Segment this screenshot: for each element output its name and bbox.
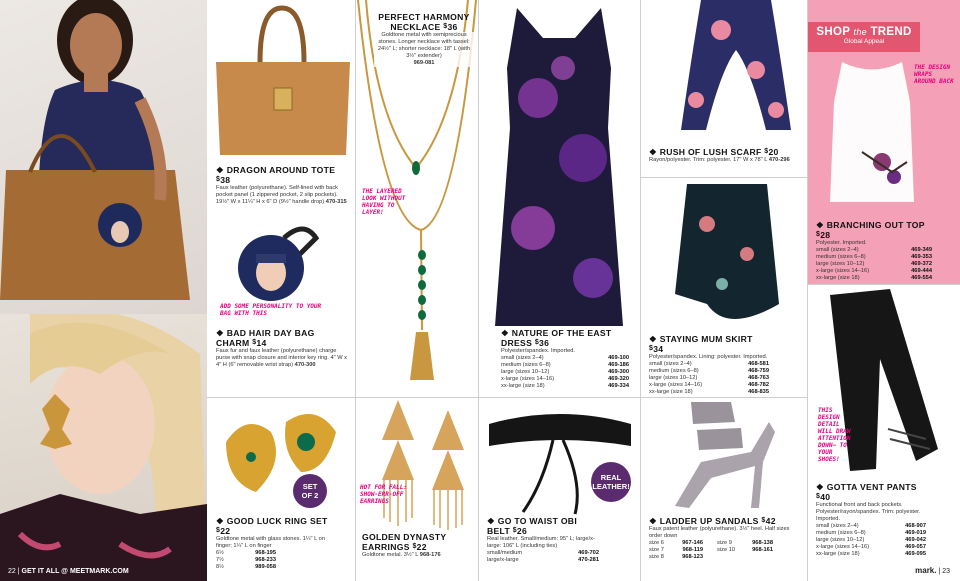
necklace-note: THE LAYERED LOOK WITHOUT HAVING TO LAYER! (362, 188, 406, 216)
size-code: 968-138 (752, 540, 773, 546)
size-label: small (sizes 2–4) (816, 247, 859, 253)
size-row (487, 550, 599, 557)
tote-description (216, 185, 352, 206)
size-code: 470-281 (578, 557, 599, 563)
necklace-description (374, 32, 474, 67)
top-description: Polyester. Imported. (816, 240, 867, 246)
trend-shop: SHOP (816, 26, 851, 38)
size-code: 468-759 (748, 368, 769, 374)
size-row (649, 382, 769, 389)
ring-product (208, 398, 355, 581)
size-label: xx-large (size 18) (816, 275, 860, 281)
belt-name: ❖ GO TO WAIST OBI BELT $26 (487, 516, 578, 536)
belt-product (479, 398, 640, 581)
size-code: 469-334 (608, 383, 629, 389)
dress-image (483, 8, 635, 326)
size-code: 968-233 (255, 557, 276, 563)
size-row (216, 550, 276, 557)
size-label: xx-large (size 18) (649, 389, 693, 395)
size-row (649, 361, 769, 368)
size-label: small (sizes 2–4) (816, 523, 859, 529)
set-badge: SET OF 2 (293, 474, 327, 508)
size-row (816, 261, 932, 268)
skirt-product (641, 178, 807, 397)
size-code: 469-095 (905, 551, 926, 557)
size-label: small/medium (487, 550, 523, 556)
earrings-name-text: GOLDEN DYNASTY EARRINGS (362, 532, 447, 552)
scarf-name-text: RUSH OF LUSH SCARF (659, 147, 762, 157)
footer-right: mark. | 23 (915, 566, 950, 575)
skirt-name: ❖ STAYING MUM SKIRT $34 (649, 334, 753, 354)
size-label: size 6 (649, 540, 664, 546)
size-row (816, 551, 926, 558)
trend-panel (808, 0, 960, 284)
size-label: small (sizes 2–4) (501, 355, 544, 361)
size-code: 468-835 (748, 389, 769, 395)
size-code: 968-119 (682, 547, 703, 553)
top-price: 28 (820, 230, 831, 240)
size-row (816, 275, 932, 282)
size-label: size 9 (717, 540, 732, 546)
trend-the: the (853, 27, 867, 37)
sandals-size-columns (649, 540, 799, 561)
size-code: 968-123 (682, 554, 703, 560)
size-label: 7½ (216, 557, 224, 563)
size-row (816, 268, 932, 275)
skirt-name-text: STAYING MUM SKIRT (659, 334, 753, 344)
scarf-description (649, 157, 799, 164)
size-label: large/x-large (487, 557, 519, 563)
necklace-code: 969-081 (413, 60, 435, 66)
earrings-product (356, 398, 478, 581)
size-label: medium (sizes 6–8) (649, 368, 699, 374)
charm-name: ❖ BAD HAIR DAY BAG CHARM $14 (216, 328, 315, 348)
footer-left: 22 | GET IT ALL @ MEETMARK.COM (8, 568, 129, 575)
scarf-code: 470-296 (768, 157, 790, 163)
size-code: 989-058 (255, 564, 276, 570)
tote-name: ❖ DRAGON AROUND TOTE $38 (216, 165, 336, 185)
size-code: 469-042 (905, 537, 926, 543)
trend-note: THE DESIGN WRAPS AROUND BACK (914, 64, 954, 85)
skirt-description: Polyester/spandex. Lining: polyester. Imported. (649, 354, 768, 360)
charm-desc-text: Faux fur and faux leather (polyurethane) charge purse with snap closure and interior key ring. 4" W x 4" H (6" removable wrist strap) (216, 348, 347, 368)
charm-code: 470-300 (294, 362, 316, 368)
sandals-image (671, 402, 781, 512)
earrings-description (362, 552, 474, 559)
tote-price: 38 (220, 175, 231, 185)
size-label: medium (sizes 6–8) (816, 530, 866, 536)
size-row (216, 557, 276, 564)
size-code: 469-300 (608, 369, 629, 375)
charm-name-text: BAD HAIR DAY BAG CHARM (216, 328, 315, 348)
tote-name-text: DRAGON AROUND TOTE (226, 165, 336, 175)
necklace-name: PERFECT HARMONY NECKLACE $36 (378, 12, 470, 32)
sandals-name-text: LADDER UP SANDALS (659, 516, 759, 526)
footer-right-page-num: 23 (942, 568, 950, 575)
size-code: 469-100 (608, 355, 629, 361)
earrings-code: 968-176 (419, 552, 441, 558)
size-label: medium (sizes 6–8) (816, 254, 866, 260)
belt-name-text: GO TO WAIST OBI BELT (487, 516, 578, 536)
size-row (649, 368, 769, 375)
pants-price: 40 (820, 492, 831, 502)
pants-name: ❖ GOTTA VENT PANTS $40 (816, 482, 917, 502)
skirt-price: 34 (653, 344, 664, 354)
top-name: ❖ BRANCHING OUT TOP $28 (816, 220, 925, 240)
belt-description: Real leather. Small/medium: 95" L; large/x-large: 106" L (including ties) (487, 536, 595, 549)
footer-left-text: GET IT ALL @ MEETMARK.COM (21, 568, 129, 575)
necklace-price: 36 (447, 22, 458, 32)
size-label: size 7 (649, 547, 664, 553)
sandals-name: ❖ LADDER UP SANDALS $42 (649, 516, 776, 526)
dress-description: Polyester/spandex. Imported. (501, 348, 575, 354)
size-row (501, 376, 629, 383)
tote-image (210, 0, 355, 158)
size-label: large (sizes 10–12) (816, 537, 865, 543)
size-code: 469-320 (608, 376, 629, 382)
dress-name-text: NATURE OF THE EAST DRESS (501, 328, 612, 348)
trend-title (808, 26, 920, 38)
size-row (816, 537, 926, 544)
size-row (649, 389, 769, 396)
charm-description (216, 348, 348, 369)
size-label: x-large (sizes 14–16) (816, 268, 870, 274)
dress-product (479, 0, 640, 397)
size-code: 469-019 (905, 530, 926, 536)
tote-code: 470-315 (325, 199, 347, 205)
leather-badge: REAL LEATHER! (591, 462, 631, 502)
size-code: 469-554 (911, 275, 932, 281)
size-label: xx-large (size 18) (501, 383, 545, 389)
size-label: x-large (sizes 14–16) (501, 376, 555, 382)
size-row (649, 554, 703, 561)
size-row (501, 362, 629, 369)
tote-product (208, 0, 355, 397)
size-row (816, 530, 926, 537)
pants-name-text: GOTTA VENT PANTS (826, 482, 917, 492)
top-image (822, 62, 922, 212)
model-photo-earrings (0, 314, 207, 581)
scarf-image (671, 0, 801, 140)
size-label: x-large (sizes 14–16) (649, 382, 703, 388)
pants-product (808, 285, 960, 581)
trend-word: TREND (870, 26, 912, 38)
size-label: 6½ (216, 550, 224, 556)
size-code: 469-702 (578, 550, 599, 556)
size-label: large (sizes 10–12) (649, 375, 698, 381)
earrings-note: HOT FOR FALL: SHOW-ERR-OFF EARRINGS (360, 484, 407, 505)
size-row (649, 375, 769, 382)
size-code: 469-353 (911, 254, 932, 260)
sandals-description: Faux patent leather (polyurethane). 3½" heel. Half sizes order down (649, 526, 790, 539)
size-code: 468-782 (748, 382, 769, 388)
size-label: large (sizes 10–12) (501, 369, 550, 375)
size-code: 468-581 (748, 361, 769, 367)
size-row (717, 547, 773, 554)
trend-subtitle: Global Appeal (843, 38, 885, 45)
size-row (501, 369, 629, 376)
scarf-price: 20 (768, 147, 779, 157)
necklace-product (356, 0, 478, 397)
footer-brand: mark. (915, 566, 937, 575)
ring-price: 22 (220, 526, 231, 536)
ring-name-text: GOOD LUCK RING SET (226, 516, 328, 526)
size-row (816, 247, 932, 254)
earrings-image (378, 400, 474, 530)
charm-price: 14 (256, 338, 267, 348)
size-label: 8½ (216, 564, 224, 570)
size-label: x-large (sizes 14–16) (816, 544, 870, 550)
size-code: 469-372 (911, 261, 932, 267)
size-label: xx-large (size 18) (816, 551, 860, 557)
skirt-image (667, 184, 787, 324)
size-row (649, 540, 703, 547)
size-label: size 8 (649, 554, 664, 560)
pants-note: THIS DESIGN DETAIL WILL DRAW ATTENTION DOWN— TO YOUR SHOES! (818, 407, 851, 463)
earrings-desc-text: Goldtone metal. 3½" L (362, 552, 419, 558)
model-photo-tote (0, 0, 207, 314)
model-earrings-illustration (0, 314, 207, 581)
size-code: 469-349 (911, 247, 932, 253)
size-row (816, 544, 926, 551)
footer-left-page-num: 22 (8, 568, 16, 575)
size-code: 469-444 (911, 268, 932, 274)
size-code: 968-161 (752, 547, 773, 553)
trend-banner (808, 22, 920, 52)
necklace-desc-text: Goldtone metal with semiprecious stones. Longer necklace with tassel: 24½" L; shorter necklace: 18" L (with 3½" extender) (377, 32, 471, 59)
size-code: 469-057 (905, 544, 926, 550)
size-code: 968-195 (255, 550, 276, 556)
size-code: 468-907 (905, 523, 926, 529)
scarf-name: ❖ RUSH OF LUSH SCARF $20 (649, 147, 779, 157)
ring-description: Goldtone metal with glass stones. 1¼" L on finger; 1¼" L on finger (216, 536, 325, 549)
size-code: 967-146 (682, 540, 703, 546)
size-row (649, 547, 703, 554)
size-code: 469-186 (608, 362, 629, 368)
size-label: medium (sizes 6–8) (501, 362, 551, 368)
size-label: small (sizes 2–4) (649, 361, 692, 367)
size-row (487, 557, 599, 564)
size-row (501, 383, 629, 390)
model-tote-illustration (0, 0, 207, 314)
dress-price: 36 (539, 338, 550, 348)
belt-price: 26 (516, 526, 528, 536)
sandals-price: 42 (765, 516, 776, 526)
size-label: size 10 (717, 547, 736, 553)
earrings-price: 22 (416, 542, 427, 552)
ring-name: ❖ GOOD LUCK RING SET $22 (216, 516, 328, 536)
scarf-desc-text: Rayon/polyester. Trim: polyester. 17" W x 78" L (649, 157, 768, 163)
tote-desc-text: Faux leather (polyurethane). Self-lined with back pocket panel (1 zippered pocket, 2 slip pockets). 19½" W x 11¼" H x 6" D (9½" handle drop) (216, 185, 339, 205)
earrings-name: GOLDEN DYNASTY EARRINGS $22 (362, 532, 447, 552)
pants-description: Functional front and back pockets. Polyester/rayon/spandex. Trim: polyester. Imported. (816, 502, 921, 522)
top-name-text: BRANCHING OUT TOP (826, 220, 925, 230)
size-label: large (sizes 10–12) (816, 261, 865, 267)
size-row (501, 355, 629, 362)
charm-note: ADD SOME PERSONALITY TO YOUR BAG WITH THIS (220, 303, 322, 317)
size-row (216, 564, 276, 571)
charm-image (226, 218, 326, 303)
size-row (816, 254, 932, 261)
size-row (717, 540, 773, 547)
necklace-name-text: PERFECT HARMONY NECKLACE (378, 12, 470, 32)
size-row (816, 523, 926, 530)
dress-name: ❖ NATURE OF THE EAST DRESS $36 (501, 328, 612, 348)
sandals-product (641, 398, 807, 581)
size-code: 468-763 (748, 375, 769, 381)
scarf-product (641, 0, 807, 177)
